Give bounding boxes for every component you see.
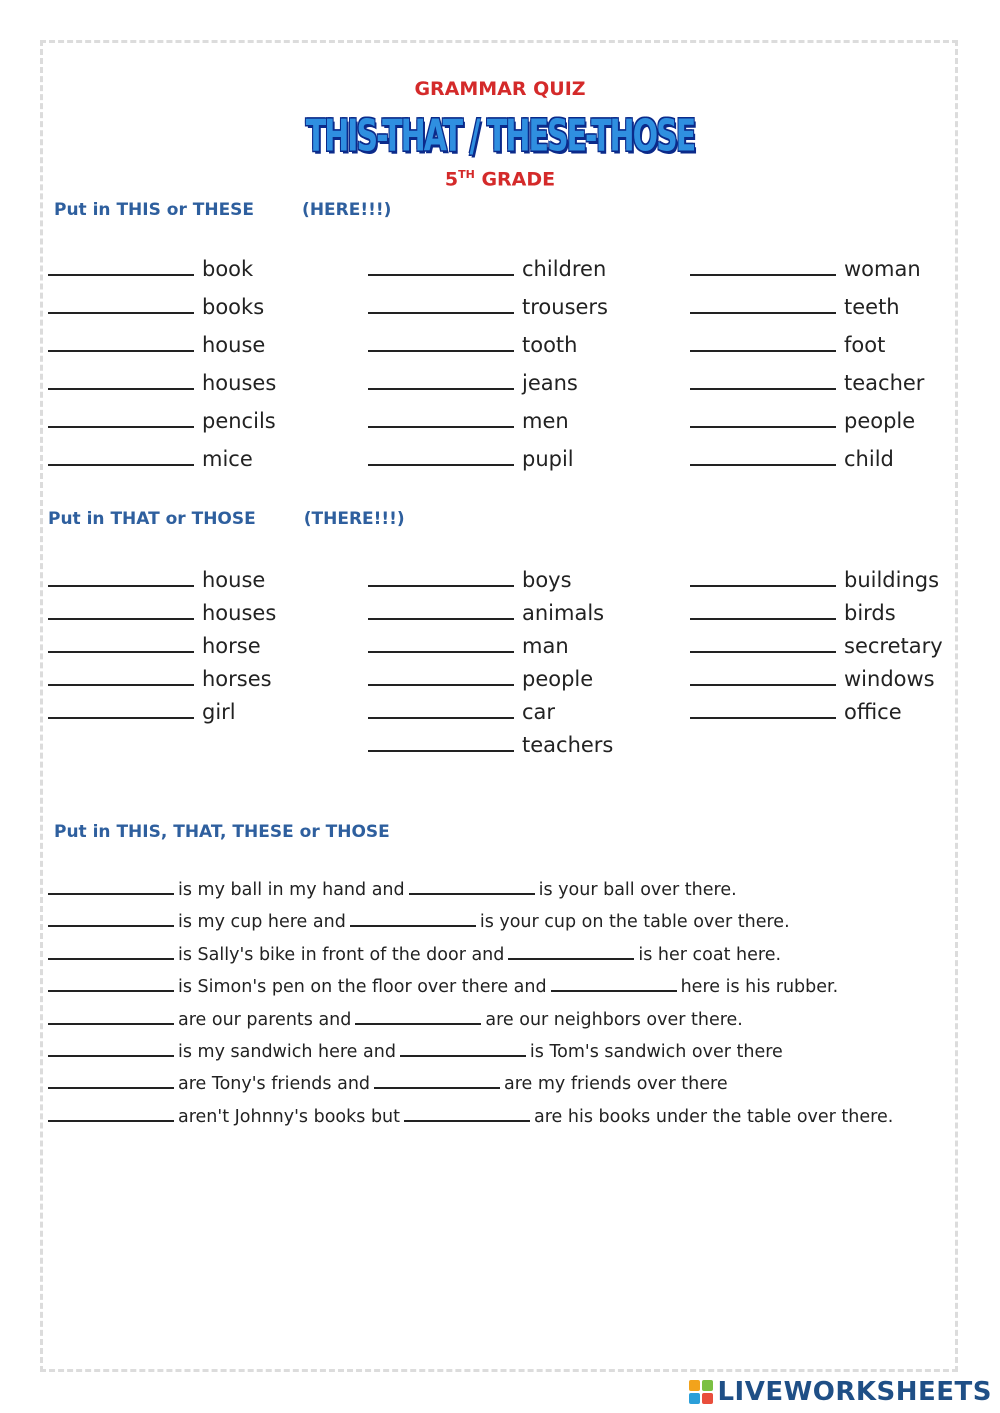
sentence-part-2: is Tom's sandwich over there xyxy=(529,1041,783,1062)
noun-word: tooth xyxy=(522,333,578,357)
answer-blank[interactable] xyxy=(368,328,514,352)
exercise-item xyxy=(690,326,924,364)
exercise-item xyxy=(48,563,276,596)
answer-blank[interactable] xyxy=(368,290,514,314)
section1-column-2 xyxy=(368,250,608,478)
noun-word: man xyxy=(522,634,569,658)
exercise-item xyxy=(690,563,943,596)
logo-square xyxy=(689,1380,700,1391)
noun-word: houses xyxy=(202,371,277,395)
answer-blank[interactable] xyxy=(690,662,836,686)
exercise-item xyxy=(368,728,613,761)
noun-word: woman xyxy=(844,257,921,281)
answer-blank[interactable] xyxy=(48,662,194,686)
exercise-item xyxy=(368,250,608,288)
section3-sentences xyxy=(48,874,893,1133)
exercise-item xyxy=(48,440,276,478)
section3-instruction: Put in THIS, THAT, THESE or THOSE xyxy=(54,822,390,842)
logo-square xyxy=(702,1380,713,1391)
section1-heading xyxy=(54,200,391,220)
section1-column-1 xyxy=(48,250,276,478)
answer-blank[interactable] xyxy=(400,1037,526,1057)
answer-blank[interactable] xyxy=(551,972,677,992)
liveworksheets-logo xyxy=(689,1377,992,1407)
exercise-item xyxy=(690,288,924,326)
section1-hint: (HERE!!!) xyxy=(302,200,392,220)
noun-word: teachers xyxy=(522,733,614,757)
grade-number: 5 xyxy=(444,168,459,191)
answer-blank[interactable] xyxy=(368,695,514,719)
sentence-item xyxy=(48,874,893,906)
section2-column-1 xyxy=(48,563,276,728)
answer-blank[interactable] xyxy=(690,404,836,428)
exercise-item xyxy=(368,402,608,440)
noun-word: children xyxy=(522,257,607,281)
section1-column-3 xyxy=(690,250,924,478)
exercise-item xyxy=(368,596,613,629)
sentence-part-1: is my cup here and xyxy=(178,912,346,933)
noun-word: teacher xyxy=(844,371,925,395)
answer-blank[interactable] xyxy=(48,404,194,428)
answer-blank[interactable] xyxy=(690,252,836,276)
sentence-part-2: is your ball over there. xyxy=(538,880,737,900)
sentence-part-1: is my sandwich here and xyxy=(178,1041,396,1062)
answer-blank[interactable] xyxy=(48,596,194,620)
noun-word: buildings xyxy=(844,568,940,592)
section1-instruction: Put in THIS or THESE xyxy=(54,200,255,220)
noun-word: pencils xyxy=(202,409,276,433)
noun-word: boys xyxy=(522,568,572,592)
section3-heading xyxy=(54,822,390,842)
sentence-part-1: is Sally's bike in front of the door and xyxy=(178,944,505,965)
exercise-item xyxy=(368,629,613,662)
sentence-part-2: are our neighbors over there. xyxy=(485,1009,743,1030)
grade-label xyxy=(0,168,1000,190)
noun-word: girl xyxy=(202,700,236,724)
answer-blank[interactable] xyxy=(48,1005,174,1025)
noun-word: house xyxy=(202,568,266,592)
answer-blank[interactable] xyxy=(368,366,514,390)
noun-word: books xyxy=(202,295,265,319)
answer-blank[interactable] xyxy=(409,875,535,895)
answer-blank[interactable] xyxy=(48,366,194,390)
answer-blank[interactable] xyxy=(690,366,836,390)
exercise-item xyxy=(690,662,943,695)
answer-blank[interactable] xyxy=(48,1102,174,1122)
exercise-item xyxy=(48,326,276,364)
logo-square xyxy=(702,1393,713,1404)
exercise-item xyxy=(368,364,608,402)
exercise-item xyxy=(368,440,608,478)
sentence-part-2: is her coat here. xyxy=(638,944,782,965)
answer-blank[interactable] xyxy=(368,728,514,752)
noun-word: mice xyxy=(202,447,253,471)
sentence-item xyxy=(48,971,893,1003)
sentence-item xyxy=(48,939,893,971)
answer-blank[interactable] xyxy=(368,442,514,466)
answer-blank[interactable] xyxy=(690,596,836,620)
exercise-item xyxy=(690,250,924,288)
answer-blank[interactable] xyxy=(368,662,514,686)
answer-blank[interactable] xyxy=(368,596,514,620)
sentence-item xyxy=(48,1101,893,1133)
section2-instruction: Put in THAT or THOSE xyxy=(48,509,256,529)
noun-word: windows xyxy=(844,667,935,691)
answer-blank[interactable] xyxy=(48,907,174,927)
answer-blank[interactable] xyxy=(374,1069,500,1089)
sentence-part-2: are his books under the table over there. xyxy=(534,1106,894,1127)
exercise-item xyxy=(690,402,924,440)
noun-word: teeth xyxy=(844,295,900,319)
section2-column-2 xyxy=(368,563,613,761)
noun-word: horses xyxy=(202,667,272,691)
sentence-item xyxy=(48,1004,893,1036)
exercise-item xyxy=(48,662,276,695)
answer-blank[interactable] xyxy=(48,940,174,960)
sentence-part-1: are Tony's friends and xyxy=(178,1074,371,1095)
section2-column-3 xyxy=(690,563,943,728)
section2-hint: (THERE!!!) xyxy=(303,509,405,529)
noun-word: trousers xyxy=(522,295,608,319)
noun-word: people xyxy=(522,667,594,691)
answer-blank[interactable] xyxy=(690,563,836,587)
answer-blank[interactable] xyxy=(368,404,514,428)
logo-square xyxy=(689,1393,700,1404)
exercise-item xyxy=(48,629,276,662)
noun-word: foot xyxy=(844,333,886,357)
answer-blank[interactable] xyxy=(690,629,836,653)
wordart-title: THIS-THAT / THESE-THOSE xyxy=(305,110,695,162)
answer-blank[interactable] xyxy=(48,875,174,895)
answer-blank[interactable] xyxy=(48,252,194,276)
answer-blank[interactable] xyxy=(690,695,836,719)
noun-word: secretary xyxy=(844,634,943,658)
sentence-part-1: are our parents and xyxy=(178,1009,352,1030)
sentence-part-1: is my ball in my hand and xyxy=(178,880,405,900)
answer-blank[interactable] xyxy=(48,563,194,587)
answer-blank[interactable] xyxy=(368,629,514,653)
noun-word: people xyxy=(844,409,916,433)
noun-word: child xyxy=(844,447,894,471)
section2-heading xyxy=(48,509,405,529)
answer-blank[interactable] xyxy=(48,328,194,352)
exercise-item xyxy=(690,629,943,662)
exercise-item xyxy=(48,250,276,288)
logo-mark-icon xyxy=(689,1380,713,1404)
grade-word: GRADE xyxy=(481,168,556,191)
sentence-part-2: are my friends over there xyxy=(504,1074,728,1095)
sentence-part-1: is Simon's pen on the floor over there and xyxy=(178,977,547,998)
answer-blank[interactable] xyxy=(690,442,836,466)
answer-blank[interactable] xyxy=(48,1069,174,1089)
answer-blank[interactable] xyxy=(690,328,836,352)
exercise-item xyxy=(368,288,608,326)
exercise-item xyxy=(690,695,943,728)
answer-blank[interactable] xyxy=(690,290,836,314)
sentence-part-2: is your cup on the table over there. xyxy=(479,912,790,933)
answer-blank[interactable] xyxy=(48,1037,174,1057)
exercise-item xyxy=(48,596,276,629)
answer-blank[interactable] xyxy=(48,629,194,653)
answer-blank[interactable] xyxy=(48,972,174,992)
sentence-item xyxy=(48,1036,893,1068)
noun-word: houses xyxy=(202,601,277,625)
sentence-part-2: here is his rubber. xyxy=(680,977,839,998)
exercise-item xyxy=(690,596,943,629)
noun-word: jeans xyxy=(522,371,578,395)
answer-blank[interactable] xyxy=(508,940,634,960)
answer-blank[interactable] xyxy=(368,252,514,276)
noun-word: house xyxy=(202,333,266,357)
answer-blank[interactable] xyxy=(48,442,194,466)
exercise-item xyxy=(368,662,613,695)
quiz-label: GRAMMAR QUIZ xyxy=(414,78,586,100)
exercise-item xyxy=(690,440,924,478)
noun-word: animals xyxy=(522,601,605,625)
noun-word: men xyxy=(522,409,569,433)
brand-name: LIVEWORKSHEETS xyxy=(717,1377,992,1407)
answer-blank[interactable] xyxy=(355,1005,481,1025)
sentence-item xyxy=(48,1068,893,1100)
noun-word: pupil xyxy=(522,447,574,471)
noun-word: office xyxy=(844,700,902,724)
noun-word: birds xyxy=(844,601,896,625)
noun-word: book xyxy=(202,257,254,281)
answer-blank[interactable] xyxy=(368,563,514,587)
exercise-item xyxy=(368,326,608,364)
exercise-item xyxy=(368,563,613,596)
exercise-item xyxy=(368,695,613,728)
noun-word: car xyxy=(522,700,556,724)
sentence-item xyxy=(48,906,893,938)
exercise-item xyxy=(48,364,276,402)
sentence-part-1: aren't Johnny's books but xyxy=(178,1106,401,1127)
exercise-item xyxy=(48,402,276,440)
answer-blank[interactable] xyxy=(404,1102,530,1122)
exercise-item xyxy=(690,364,924,402)
answer-blank[interactable] xyxy=(350,907,476,927)
exercise-item xyxy=(48,695,276,728)
noun-word: horse xyxy=(202,634,261,658)
answer-blank[interactable] xyxy=(48,290,194,314)
answer-blank[interactable] xyxy=(48,695,194,719)
grade-suffix: TH xyxy=(458,168,475,181)
exercise-item xyxy=(48,288,276,326)
